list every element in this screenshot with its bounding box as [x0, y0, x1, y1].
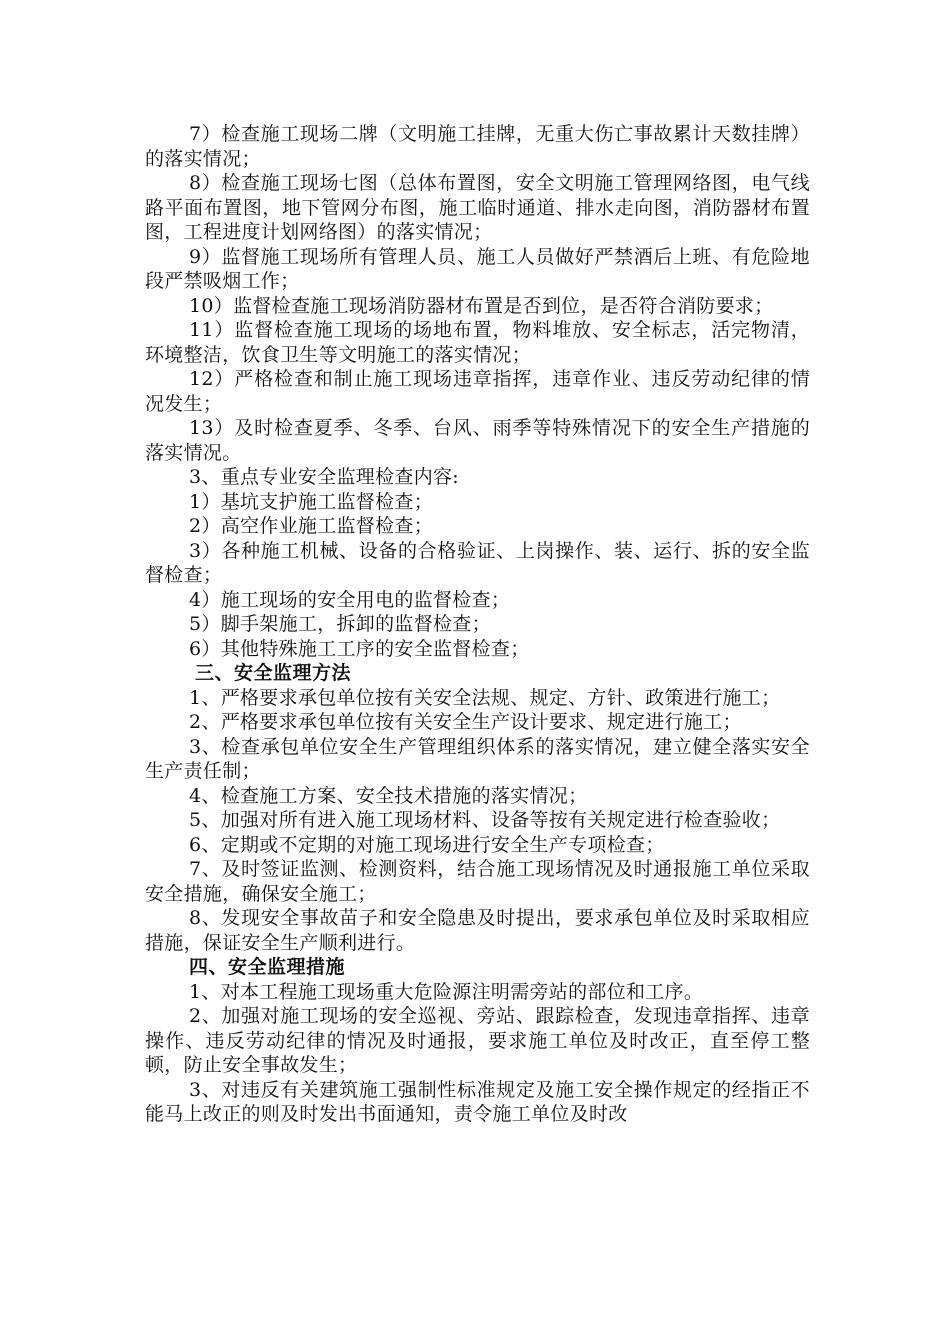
paragraph: 8、发现安全事故苗子和安全隐患及时提出，要求承包单位及时采取相应措施，保证安全生产顺利进行。 [145, 907, 810, 954]
paragraph: 7）检查施工现场二牌（文明施工挂牌，无重大伤亡事故累计天数挂牌）的落实情况； [145, 123, 810, 170]
paragraph: 9）监督施工现场所有管理人员、施工人员做好严禁酒后上班、有危险地段严禁吸烟工作； [145, 245, 810, 292]
paragraph: 3、检查承包单位安全生产管理组织体系的落实情况，建立健全落实安全生产责任制； [145, 735, 810, 782]
paragraph: 6、定期或不定期的对施工现场进行安全生产专项检查； [189, 833, 665, 856]
paragraph: 1、严格要求承包单位按有关安全法规、规定、方针、政策进行施工； [189, 686, 781, 709]
paragraph: 1）基坑支护施工监督检查； [189, 490, 433, 513]
paragraph: 1、对本工程施工现场重大危险源注明需旁站的部位和工序。 [189, 980, 704, 1003]
paragraph: 10）监督检查施工现场消防器材布置是否到位，是否符合消防要求； [189, 294, 774, 317]
section-heading: 三、安全监理方法 [195, 662, 352, 684]
paragraph: 3、重点专业安全监理检查内容: [189, 466, 459, 488]
paragraph: 5）脚手架施工，拆卸的监督检查； [189, 613, 491, 635]
paragraph: 8）检查施工现场七图（总体布置图，安全文明施工管理网络图，电气线路平面布置图，地下管网分布图，施工临时通道、排水走向图，消防器材布置图，工程进度计划网络图）的落实情况； [145, 172, 810, 243]
paragraph: 5、加强对所有进入施工现场材料、设备等按有关规定进行检查验收； [189, 809, 781, 831]
paragraph: 12）严格检查和制止施工现场违章指挥，违章作业、违反劳动纪律的情况发生； [145, 368, 810, 415]
paragraph: 2）高空作业施工监督检查； [189, 515, 433, 537]
paragraph: 13）及时检查夏季、冬季、台风、雨季等特殊情况下的安全生产措施的落实情况。 [145, 417, 810, 464]
paragraph: 2、加强对施工现场的安全巡视、旁站、跟踪检查，发现违章指挥、违章操作、违反劳动纪律的情况及时通报，要求施工单位及时改正，直至停工整顿，防止安全事故发生； [145, 1005, 810, 1076]
paragraph: 2、严格要求承包单位按有关安全生产设计要求、规定进行施工； [189, 711, 742, 733]
section-heading: 四、安全监理措施 [189, 956, 346, 978]
paragraph: 3、对违反有关建筑施工强制性标准规定及施工安全操作规定的经指正不能马上改正的则及时发出书面通知，责令施工单位及时改 [145, 1078, 810, 1125]
document-page [145, 122, 810, 1127]
paragraph: 7、及时签证监测、检测资料，结合施工现场情况及时通报施工单位采取安全措施，确保安全施工； [145, 858, 810, 905]
paragraph: 3）各种施工机械、设备的合格验证、上岗操作、装、运行、拆的安全监督检查； [145, 539, 810, 586]
paragraph: 11）监督检查施工现场的场地布置，物料堆放、安全标志，活完物清，环境整洁，饮食卫生等文明施工的落实情况； [145, 319, 810, 366]
paragraph: 4）施工现场的安全用电的监督检查； [189, 588, 511, 611]
paragraph: 4、检查施工方案、安全技术措施的落实情况； [189, 784, 588, 807]
paragraph: 6）其他特殊施工工序的安全监督检查； [189, 637, 530, 660]
